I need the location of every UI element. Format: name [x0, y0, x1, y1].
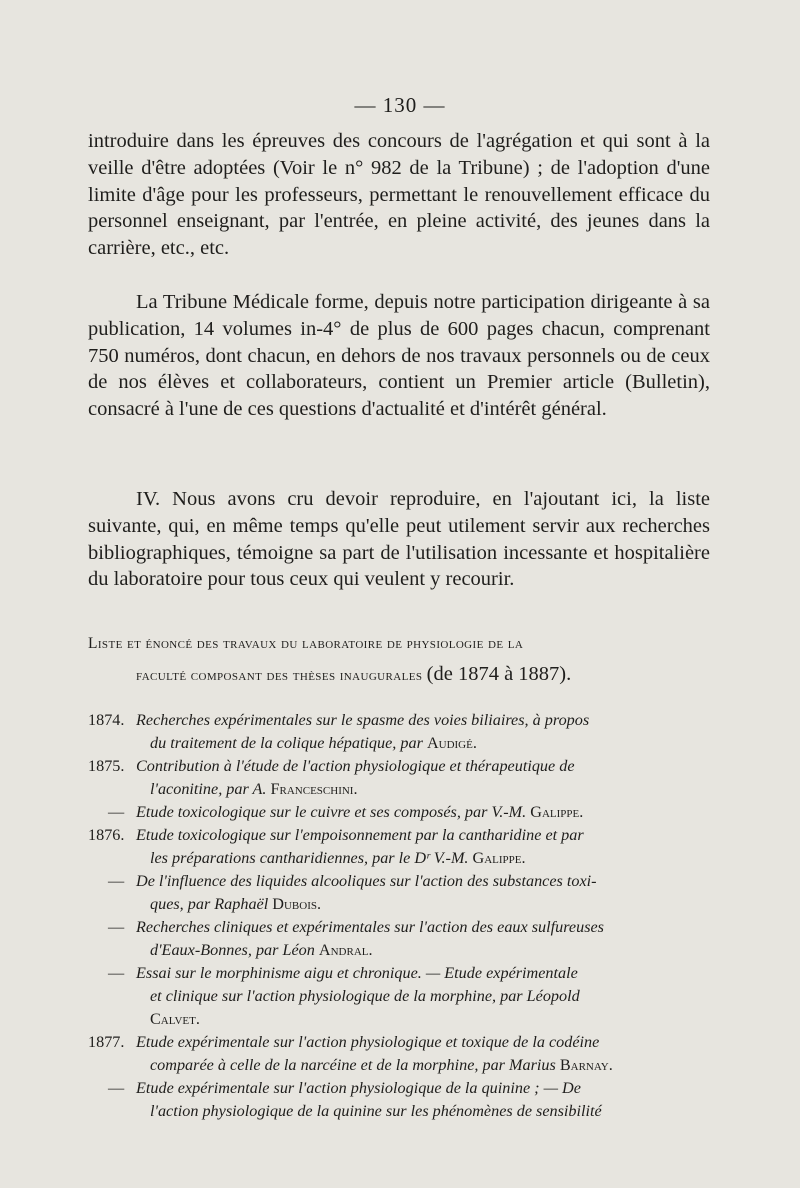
- entry-author: Calvet.: [150, 1010, 200, 1028]
- entry-continuation: [136, 985, 714, 1008]
- entry-title-cont: l'action physiologique de la quinine sur les phénomènes de sensibilité: [150, 1102, 602, 1120]
- paragraph-section-iv: IV. Nous avons cru devoir reproduire, en l'ajoutant ici, la liste suivante, qui, en même temps qu'elle peut utilement servir aux recherches bibliographiques, témoigne sa part de l'utilisation incessante et hospitalière du laboratoire pour tous ceux qui veulent y recourir.: [88, 488, 710, 591]
- entry-title-cont: les préparations cantharidiennes, par le Dʳ V.-M.: [150, 849, 469, 867]
- paragraph-tribune: La Tribune Médicale forme, depuis notre participation dirigeante à sa publication, 14 volumes in-4° de plus de 600 pages chacun, comprenant 750 numéros, dont chacun, en dehors de nos travaux personnels ou de ceux de nos élèves et collaborateurs, contient un Premier article (Bulletin), consacré à l'une de ces questions d'actualité et d'intérêt général.: [88, 291, 710, 421]
- list-item: [88, 870, 714, 916]
- list-item: [88, 962, 714, 1031]
- entry-author: Andral.: [318, 941, 373, 959]
- entry-author: Dubois.: [272, 895, 322, 913]
- entry-year: 1874.: [88, 711, 125, 729]
- entry-title: Recherches expérimentales sur le spasme des voies biliaires, à propos: [136, 711, 590, 729]
- entry-dash: —: [108, 918, 125, 936]
- entry-author: Barnay.: [559, 1056, 613, 1074]
- entry-year: 1877.: [88, 1033, 125, 1051]
- entry-year: 1876.: [88, 826, 125, 844]
- entry-dash: —: [108, 964, 125, 982]
- entry-title: De l'influence des liquides alcooliques sur l'action des substances toxi-: [136, 872, 597, 890]
- entry-title: Etude expérimentale sur l'action physiologique de la quinine ; — De: [136, 1079, 581, 1097]
- entry-author: Galippe.: [530, 803, 584, 821]
- entry-title-cont: comparée à celle de la narcéine et de la morphine, par Marius: [150, 1056, 556, 1074]
- list-heading-line2-wrap: [88, 659, 710, 691]
- entry-author: Franceschini.: [270, 780, 358, 798]
- entry-title-cont: du traitement de la colique hépatique, par: [150, 734, 423, 752]
- thesis-list: [88, 709, 714, 1123]
- entry-continuation: [136, 847, 714, 870]
- entry-title-cont: l'aconitine, par A.: [150, 780, 267, 798]
- entry-title: Essai sur le morphinisme aigu et chronique. — Etude expérimentale: [136, 964, 578, 982]
- entry-title: Etude expérimentale sur l'action physiologique et toxique de la codéine: [136, 1033, 600, 1051]
- entry-continuation: [136, 939, 714, 962]
- entry-continuation-author: [136, 1008, 714, 1031]
- list-item: [88, 709, 714, 755]
- entry-continuation: [136, 732, 714, 755]
- entry-dash: —: [108, 872, 125, 890]
- entry-dash: —: [108, 803, 125, 821]
- page-number: — 130 —: [354, 93, 446, 117]
- entry-continuation: [136, 1054, 714, 1077]
- entry-title-cont: d'Eaux-Bonnes, par Léon: [150, 941, 315, 959]
- list-item: [88, 1077, 714, 1123]
- entry-title: Etude toxicologique sur l'empoisonnement par la cantharidine et par: [136, 826, 584, 844]
- paragraph-intro: introduire dans les épreuves des concours de l'agrégation et qui sont à la veille d'être adoptées (Voir le n° 982 de la Tribune) ; de l'adoption d'une limite d'âge pour les professeurs, permettant le renouvellement efficace du personnel enseignant, par l'entrée, en pleine activité, des jeunes dans la carrière, etc., etc.: [88, 130, 710, 260]
- list-item: [88, 801, 714, 824]
- entry-continuation: [136, 1100, 714, 1123]
- list-item: [88, 916, 714, 962]
- list-heading-years: (de 1874 à 1887).: [426, 663, 572, 685]
- entry-title: Etude toxicologique sur le cuivre et ses composés, par V.-M.: [136, 803, 527, 821]
- entry-title-cont: ques, par Raphaël: [150, 895, 269, 913]
- entry-title: Contribution à l'étude de l'action physiologique et thérapeutique de: [136, 757, 575, 775]
- list-item: [88, 1031, 714, 1077]
- list-heading-line2: faculté composant des thèses inaugurales: [136, 667, 423, 684]
- list-heading-line1: Liste et énoncé des travaux du laboratoire de physiologie de la: [88, 635, 524, 652]
- entry-author: Galippe.: [472, 849, 526, 867]
- list-item: [88, 755, 714, 801]
- list-item: [88, 824, 714, 870]
- entry-continuation: [136, 778, 714, 801]
- entry-continuation: [136, 893, 714, 916]
- entry-title-cont: et clinique sur l'action physiologique de la morphine, par Léopold: [150, 987, 580, 1005]
- entry-year: 1875.: [88, 757, 125, 775]
- entry-title: Recherches cliniques et expérimentales sur l'action des eaux sulfureuses: [136, 918, 604, 936]
- list-heading: [88, 629, 710, 691]
- entry-author: Audigé.: [426, 734, 477, 752]
- entry-dash: —: [108, 1079, 125, 1097]
